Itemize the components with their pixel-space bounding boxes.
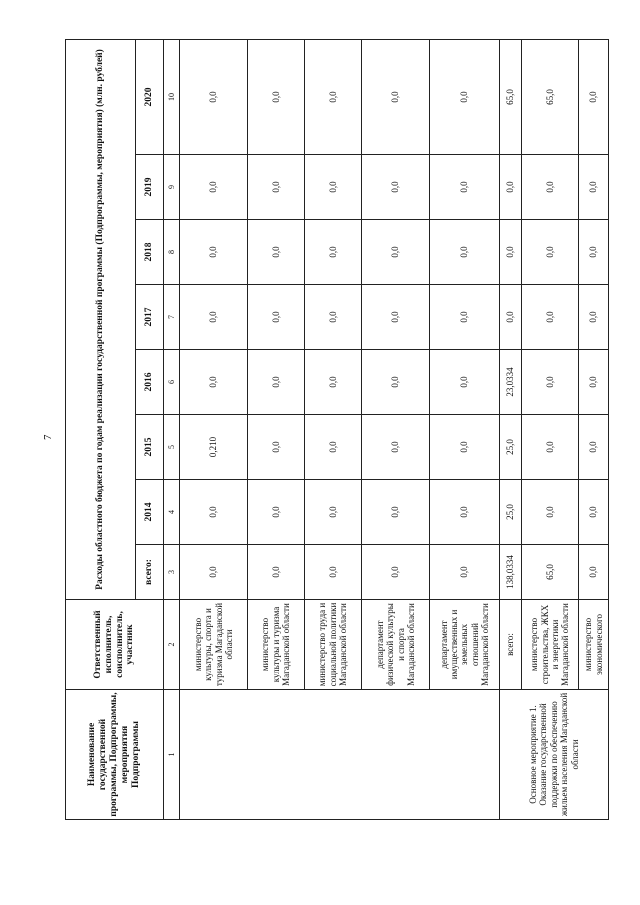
value-cell: 0,0: [248, 285, 305, 350]
value-cell: 0,0: [522, 415, 579, 480]
row-executor: министерство строительства, ЖКХ и энергетики Магаданской области: [522, 600, 579, 690]
value-cell: 0,0: [180, 220, 248, 285]
value-cell: 0,0: [362, 40, 430, 155]
row-executor: министерство культуры и туризма Магаданской области: [248, 600, 305, 690]
value-cell: 0,0: [305, 40, 362, 155]
column-number: 2: [164, 600, 180, 690]
value-cell: 0,0: [180, 285, 248, 350]
value-cell: 0,0: [305, 285, 362, 350]
page-number: 7: [42, 434, 54, 440]
row-executor: министерство экономического: [579, 600, 609, 690]
value-cell: 0,0: [362, 545, 430, 600]
value-cell: 0,0: [305, 350, 362, 415]
value-cell: 0,0: [579, 285, 609, 350]
table-row: [500, 40, 522, 820]
value-cell: 65,0: [522, 40, 579, 155]
budget-table-container: [65, 40, 604, 820]
year-header: 2015: [136, 415, 164, 480]
header-name: Наименование государственной программы, Подпрограммы, мероприятия Подпрограммы: [66, 690, 164, 820]
value-cell: 0,0: [248, 40, 305, 155]
value-cell: 0,0: [430, 415, 500, 480]
row-executor: министерство культуры, спорта и туризма Магаданской области: [180, 600, 248, 690]
value-cell: 0,0: [430, 285, 500, 350]
column-number: 8: [164, 220, 180, 285]
column-number: 4: [164, 480, 180, 545]
value-cell: 0,0: [305, 415, 362, 480]
value-cell: 0,210: [180, 415, 248, 480]
value-cell: 0,0: [430, 220, 500, 285]
row-name: [180, 690, 500, 820]
value-cell: 0,0: [430, 40, 500, 155]
value-cell: 0,0: [362, 415, 430, 480]
column-number: 9: [164, 155, 180, 220]
year-header: 2019: [136, 155, 164, 220]
value-cell: 0,0: [430, 350, 500, 415]
value-cell: 0,0: [248, 155, 305, 220]
value-cell: 0,0: [305, 220, 362, 285]
value-cell: 0,0: [522, 220, 579, 285]
value-cell: 0,0: [180, 40, 248, 155]
value-cell: 25,0: [500, 415, 522, 480]
value-cell: 0,0: [579, 480, 609, 545]
year-header: 2018: [136, 220, 164, 285]
value-cell: 0,0: [579, 415, 609, 480]
value-cell: 0,0: [500, 285, 522, 350]
value-cell: 138,0334: [500, 545, 522, 600]
value-cell: 0,0: [362, 285, 430, 350]
header-executor: Ответственный исполнитель, соисполнитель, участник: [66, 600, 164, 690]
column-number: 3: [164, 545, 180, 600]
value-cell: 0,0: [522, 350, 579, 415]
value-cell: 0,0: [362, 480, 430, 545]
value-cell: 0,0: [579, 40, 609, 155]
column-number: 10: [164, 40, 180, 155]
value-cell: 0,0: [305, 480, 362, 545]
row-executor: департамент физической культуры и спорта Магаданской области: [362, 600, 430, 690]
value-cell: 0,0: [180, 545, 248, 600]
value-cell: 0,0: [522, 155, 579, 220]
row-executor: департамент имущественных и земельных отношений Магаданской области: [430, 600, 500, 690]
value-cell: 0,0: [430, 480, 500, 545]
value-cell: 0,0: [180, 350, 248, 415]
value-cell: 0,0: [522, 285, 579, 350]
value-cell: 0,0: [579, 220, 609, 285]
column-numbers-row: [164, 40, 180, 820]
value-cell: 0,0: [248, 545, 305, 600]
year-header: 2014: [136, 480, 164, 545]
year-header: 2017: [136, 285, 164, 350]
year-header: всего:: [136, 545, 164, 600]
value-cell: 0,0: [430, 155, 500, 220]
value-cell: 65,0: [500, 40, 522, 155]
value-cell: 0,0: [500, 220, 522, 285]
column-number: 1: [164, 690, 180, 820]
column-number: 5: [164, 415, 180, 480]
value-cell: 0,0: [579, 545, 609, 600]
value-cell: 0,0: [305, 155, 362, 220]
value-cell: 0,0: [248, 350, 305, 415]
column-number: 7: [164, 285, 180, 350]
activity-name: Основное мероприятие 1. Оказание государственной поддержки по обеспечению жильем населения Магаданской области: [500, 690, 609, 820]
value-cell: 0,0: [362, 220, 430, 285]
value-cell: 0,0: [248, 480, 305, 545]
row-executor: всего:: [500, 600, 522, 690]
table-row: [180, 40, 248, 820]
value-cell: 25,0: [500, 480, 522, 545]
budget-table: [65, 39, 609, 820]
year-header: 2016: [136, 350, 164, 415]
value-cell: 65,0: [522, 545, 579, 600]
value-cell: 0,0: [522, 480, 579, 545]
value-cell: 0,0: [248, 220, 305, 285]
row-executor: министерство труда и социальной политики Магаданской области: [305, 600, 362, 690]
value-cell: 0,0: [362, 155, 430, 220]
value-cell: 0,0: [362, 350, 430, 415]
header-expenses: Расходы областного бюджета по годам реализации государственной программы (Подпрограммы, мероприятия) (млн. рублей): [66, 40, 136, 600]
value-cell: 0,0: [180, 480, 248, 545]
value-cell: 0,0: [579, 155, 609, 220]
year-header: 2020: [136, 40, 164, 155]
column-number: 6: [164, 350, 180, 415]
value-cell: 0,0: [500, 155, 522, 220]
value-cell: 0,0: [430, 545, 500, 600]
value-cell: 0,0: [248, 415, 305, 480]
value-cell: 0,0: [180, 155, 248, 220]
value-cell: 0,0: [305, 545, 362, 600]
value-cell: 23,0334: [500, 350, 522, 415]
value-cell: 0,0: [579, 350, 609, 415]
